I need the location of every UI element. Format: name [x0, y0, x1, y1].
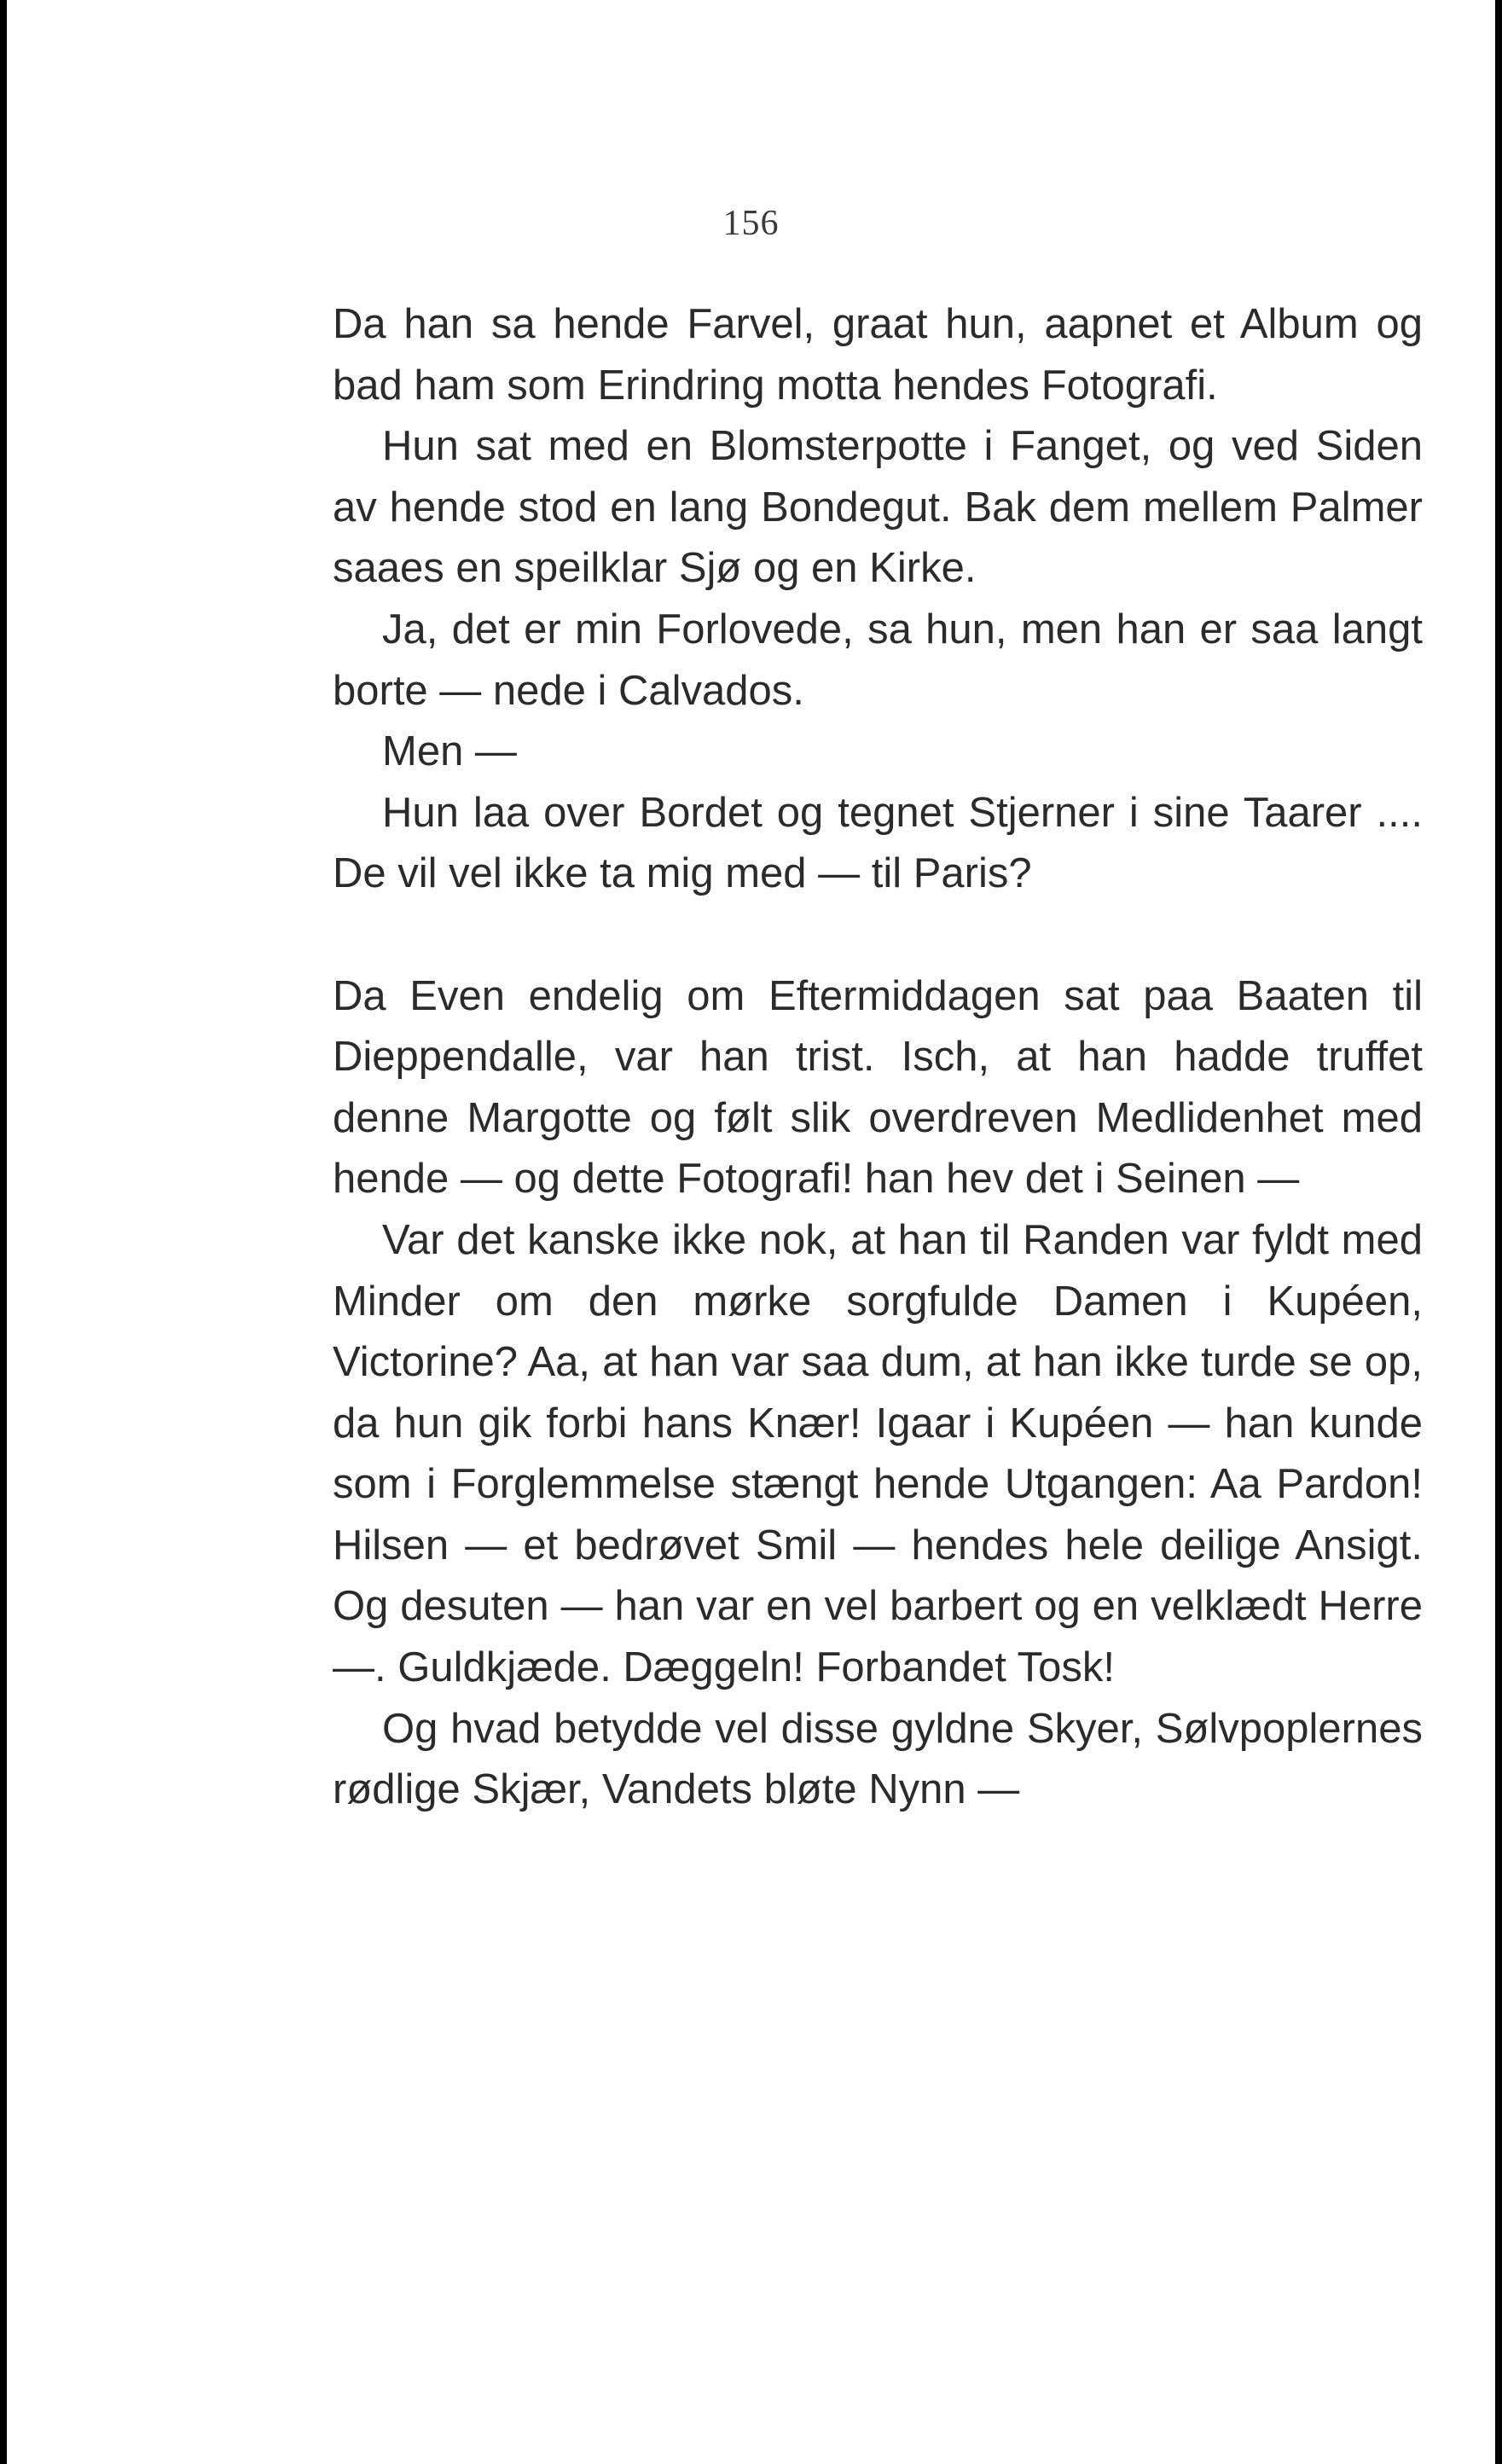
- paragraph: Hun sat med en Blomsterpotte i Fanget, og ved Siden av hende stod en lang Bondegut. Bak dem mellem Palmer saaes en speilklar Sjø og en Kirke.: [333, 423, 1423, 592]
- paragraph: Da Even endelig om Eftermiddagen sat paa Baaten til Dieppendalle, var han trist. Isch, at han hadde truffet denne Margotte og følt slik overdreven Medlidenhet med hende — og dette Fotografi! han hev det i Seinen —: [333, 972, 1423, 1203]
- paragraph: Da han sa hende Farvel, graat hun, aapnet et Album og bad ham som Erindring motta hendes Fotografi.: [333, 301, 1423, 409]
- page-number: 156: [722, 204, 780, 243]
- paragraph: Og hvad betydde vel disse gyldne Skyer, Sølvpoplernes rødlige Skjær, Vandets bløte Nynn —: [333, 1705, 1423, 1813]
- book-page: [7, 0, 1495, 2464]
- paragraph: Var det kanske ikke nok, at han til Randen var fyldt med Minder om den mørke sorgfulde Damen i Kupéen, Victorine? Aa, at han var saa dum, at han ikke turde se op, da hun gik forbi hans Knær! Igaar i Kupéen — han kunde som i Forglemmelse stængt hende Utgangen: Aa Pardon! Hilsen — et bedrøvet Smil — hendes hele deilige Ansigt. Og desuten — han var en vel barbert og en velklædt Herre —. Guldkjæde. Dæggeln! Forbandet Tosk!: [333, 1216, 1423, 1691]
- body-text: [333, 294, 1423, 1821]
- paragraph: Men —: [382, 728, 517, 775]
- paragraph: Ja, det er min Forlovede, sa hun, men han er saa langt borte — nede i Calvados.: [333, 606, 1423, 714]
- paragraph: Hun laa over Bordet og tegnet Stjerner i sine Taarer .... De vil vel ikke ta mig med — til Paris?: [333, 789, 1423, 897]
